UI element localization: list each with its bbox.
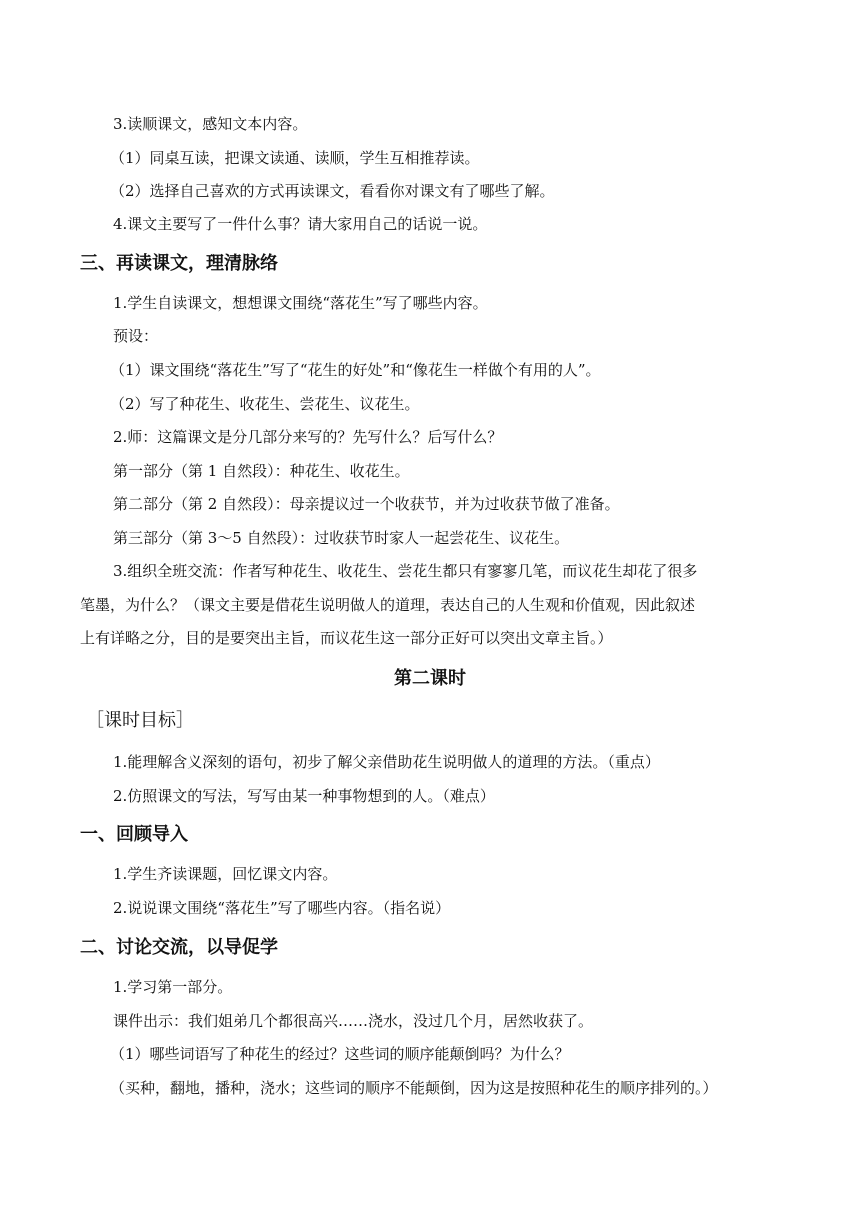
section-3-heading: 三、再读课文，理清脉络 <box>80 253 278 274</box>
section-3-item-1: 1.学生自读课文，想想课文围绕“落花生”写了哪些内容。 <box>113 294 488 312</box>
step-3-sub-2: （2）选择自己喜欢的方式再读课文，看看你对课文有了哪些了解。 <box>110 182 555 200</box>
discussion-item-1: 1.学习第一部分。 <box>113 978 233 996</box>
step-4-main-event: 4.课文主要写了一件什么事？请大家用自己的话说一说。 <box>113 215 488 233</box>
lesson-goals-heading: ［课时目标］ <box>86 710 194 731</box>
section-3-item-2: 2.师：这篇课文是分几部分来写的？先写什么？后写什么？ <box>113 428 503 446</box>
review-item-2: 2.说说课文围绕“落花生”写了哪些内容。（指名说） <box>113 899 451 917</box>
goal-1: 1.能理解含义深刻的语句，初步了解父亲借助花生说明做人的道理的方法。（重点） <box>113 753 660 771</box>
goal-2: 2.仿照课文的写法，写写由某一种事物想到的人。（难点） <box>113 787 495 805</box>
question-1: （1）哪些词语写了种花生的经过？这些词的顺序能颠倒吗？为什么？ <box>110 1045 570 1063</box>
courseware-display: 课件出示：我们姐弟几个都很高兴……浇水，没过几个月，居然收获了。 <box>113 1012 594 1030</box>
preset-label: 预设： <box>113 327 159 345</box>
part-3: 第三部分（第 3～5 自然段）：过收获节时家人一起尝花生、议花生。 <box>113 529 570 547</box>
step-3-read-fluently: 3.读顺课文，感知文本内容。 <box>113 115 308 133</box>
discussion-heading: 二、讨论交流，以导促学 <box>80 937 278 958</box>
section-3-item-3-line-2: 笔墨，为什么？（课文主要是借花生说明做人的道理，表达自己的人生观和价值观，因此叙述 <box>80 596 696 614</box>
review-intro-heading: 一、回顾导入 <box>80 824 188 845</box>
review-item-1: 1.学生齐读课题，回忆课文内容。 <box>113 865 338 883</box>
part-2: 第二部分（第 2 自然段）：母亲提议过一个收获节，并为过收获节做了准备。 <box>113 495 620 513</box>
section-3-item-3-line-3: 上有详略之分，目的是要突出主旨，而议花生这一部分正好可以突出文章主旨。） <box>80 629 613 647</box>
preset-1: （1）课文围绕“落花生”写了“花生的好处”和“像花生一样做个有用的人”。 <box>110 361 601 379</box>
section-3-item-3-line-1: 3.组织全班交流：作者写种花生、收花生、尝花生都只有寥寥几笔，而议花生却花了很多 <box>113 562 698 580</box>
step-3-sub-1: （1）同桌互读，把课文读通、读顺，学生互相推荐读。 <box>110 149 480 167</box>
part-1: 第一部分（第 1 自然段）：种花生、收花生。 <box>113 462 410 480</box>
preset-2: （2）写了种花生、收花生、尝花生、议花生。 <box>110 395 420 413</box>
answer-1: （买种，翻地，播种，浇水；这些词的顺序不能颠倒，因为这是按照种花生的顺序排列的。） <box>110 1079 718 1097</box>
lesson-2-title: 第二课时 <box>394 668 466 689</box>
